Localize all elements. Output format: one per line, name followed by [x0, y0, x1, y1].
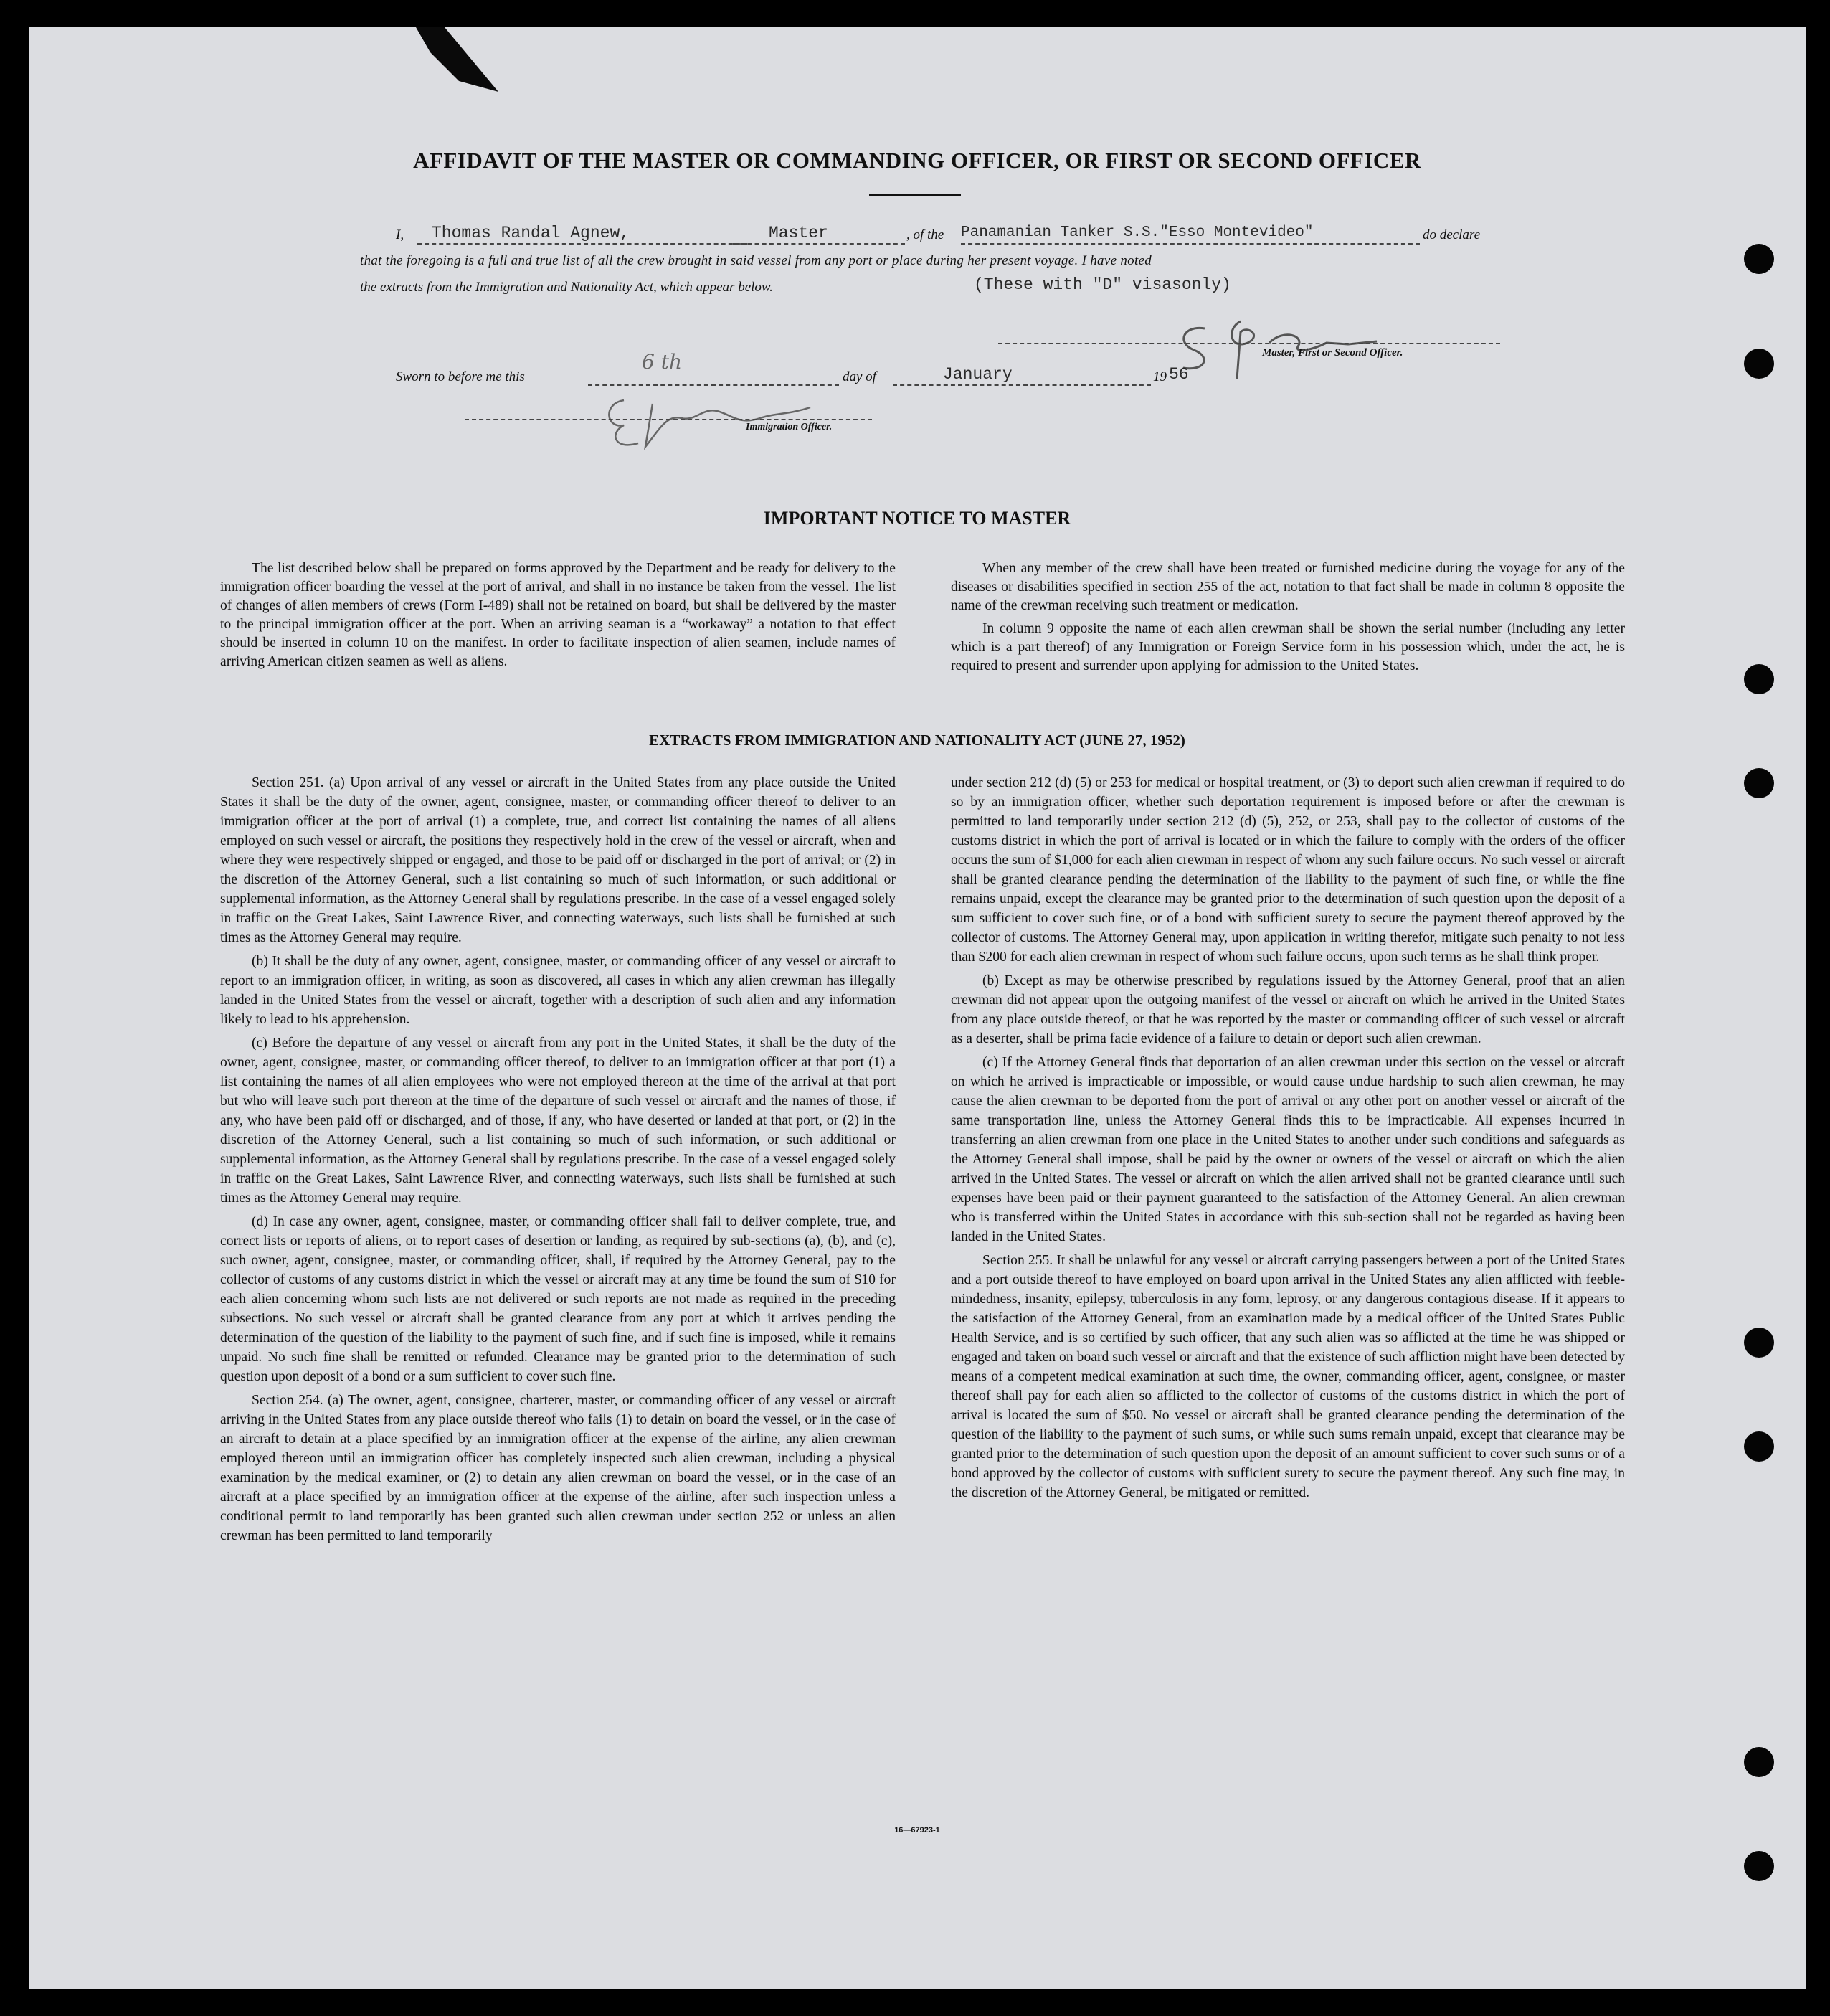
year-prefix: 19 [1153, 369, 1167, 384]
sworn-label: Sworn to before me this [396, 369, 525, 384]
form-code: 16—67923-1 [894, 1826, 940, 1835]
extract-paragraph: (b) Except as may be otherwise prescribed by regulations issued by the Attorney General, proof that an alien crewman did not appear upon the outgoing manifest of the vessel or aircraft on which he arrived in the United States from any place outside thereof, or that he was reported by the master or commanding officer of such vessel or aircraft as a deserter, shall be prima facie evidence of a failure to detain or deport such alien crewman. [951, 973, 1625, 1046]
vessel-name-field: Panamanian Tanker S.S."Esso Montevideo" [961, 223, 1420, 245]
extract-paragraph: (c) If the Attorney General finds that deportation of an alien crewman under this section on the vessel or aircraft on which he arrived is impracticable or impossible, or would cause undue hardship to such alien crewman, he may cause the alien crewman to be deported from the port of arrival or any other port on another vessel or aircraft of the same transportation line, unless the Attorney General finds this to be impracticable. All expenses incurred in transferring an alien crewman from one place in the United States to another under such conditions and safeguards as the Attorney General shall impose, shall be paid by the owner or owners of the vessel or aircraft on which the alien arrived in the United States. The vessel or aircraft on which the alien arrived shall not be granted clearance until such expenses have been paid or their payment guaranteed to the satisfaction of the Attorney General. An alien crewman who is transferred within the United States in accordance with this sub-section shall not be regarded as having been landed in the United States. [951, 1055, 1625, 1244]
torn-corner-mark [416, 27, 509, 106]
extracts-title: EXTRACTS FROM IMMIGRATION AND NATIONALITY ACT (JUNE 27, 1952) [649, 732, 1185, 749]
notice-left-column [220, 559, 896, 676]
punch-hole [1744, 1431, 1774, 1462]
punch-hole [1744, 664, 1774, 694]
affidavit-i-prefix: I, [396, 227, 404, 242]
extract-paragraph: (c) Before the departure of any vessel or aircraft from any port in the United States, it shall be the duty of the owner, agent, consignee, master, or commanding officer thereof, to deliver to an immigration officer at that port (1) a list containing the names of all alien employees who were not employed thereon at the time of the arrival at that port but who will leave such port thereon at the time of the departure of such vessel or aircraft and the names of those, if any, who have been paid off or discharged, and of those, if any, who have deserted or landed at that port, or (2) in the discretion of the Attorney General, such a list containing so much of such information, or such additional or supplemental information, as the Attorney General shall by regulations prescribe. In the case of a vessel engaged solely in traffic on the Great Lakes, Saint Lawrence River, and connecting waterways, such lists shall be furnished at such times as the Attorney General may require. [220, 1036, 896, 1206]
affidavit-extracts-line: the extracts from the Immigration and Nationality Act, which appear below. [360, 280, 773, 295]
document-page [29, 27, 1806, 1989]
day-of-label: day of [843, 369, 876, 384]
typed-visa-note: (These with "D" visasonly) [974, 275, 1231, 294]
extract-paragraph: (b) It shall be the duty of any owner, agent, consignee, master, or commanding officer of any vessel or aircraft to report to an immigration officer, in writing, as soon as discovered, all cases in which any alien crewman has illegally landed in the United States from the vessel or aircraft, together with a description of such alien and any information likely to lead to his apprehension. [220, 954, 896, 1027]
title-rule [869, 194, 961, 196]
officer-signature-line [465, 419, 872, 420]
affidavit-title: AFFIDAVIT OF THE MASTER OR COMMANDING OFFICER, OR FIRST OR SECOND OFFICER [413, 148, 1421, 173]
sworn-month-value: January [943, 365, 1013, 384]
extracts-right-column [951, 773, 1625, 1507]
extracts-left-column [220, 773, 896, 1550]
sworn-year-value: 56 [1169, 365, 1189, 384]
notice-left-paragraph: The list described below shall be prepared on forms approved by the Department and be ready for delivery to the immigration officer boarding the vessel at the port of arrival, and shall in no instance be taken from the vessel. The list of changes of alien members of crews (Form I-489) shall not be retained on board, but shall be delivered by the master to the principal immigration officer at the port. When an arriving seaman is a “workaway” a notation to that effect should be inserted in column 10 on the manifest. In order to facilitate inspection of alien seamen, include names of arriving American citizen seamen as well as aliens. [220, 561, 896, 669]
notice-right-column [951, 559, 1625, 680]
rank-field: Master [733, 223, 905, 245]
punch-hole [1744, 768, 1774, 798]
signer-title-label: Master, First or Second Officer. [1262, 347, 1403, 359]
immigration-officer-label: Immigration Officer. [746, 422, 833, 432]
of-the-label: , of the [906, 227, 944, 242]
master-name-field: Thomas Randal Agnew, [417, 223, 747, 245]
punch-hole [1744, 349, 1774, 379]
do-declare-label: do declare [1423, 227, 1481, 242]
notice-right-paragraph: When any member of the crew shall have been treated or furnished medicine during the voyage for any of the diseases or disabilities specified in section 255 of the act, notation to that fact shall be made in column 8 opposite the name of the crewman receiving such treatment or medication. [951, 561, 1625, 613]
affidavit-declaration-line: that the foregoing is a full and true list of all the crew brought in said vessel from any port or place during her present voyage. I have noted [360, 253, 1152, 268]
extract-paragraph: Section 254. (a) The owner, agent, consignee, charterer, master, or commanding officer of any vessel or aircraft arriving in the United States from any place outside thereof who fails (1) to detain on board the vessel, or in the case of an aircraft to detain at a place specified by an immigration officer at the expense of the airline, any alien crewman employed thereon until an immigration officer has completely inspected such alien crewman, including a physical examination by the medical examiner, or (2) to detain any alien crewman on board the vessel, or in the case of an aircraft at a place specified by an immigration officer at the expense of the airline, after such inspection unless a conditional permit to land temporarily has been granted such alien crewman under section 252 or unless an alien crewman has been permitted to land temporarily [220, 1393, 896, 1543]
sworn-day-value: 6 th [642, 350, 682, 374]
extract-paragraph: under section 212 (d) (5) or 253 for medical or hospital treatment, or (3) to deport such alien crewman if required to do so by an immigration officer, whether such deportation requirement is imposed before or after the crewman is permitted to land temporarily under section 212 (d) (5), 252, or 253, shall pay to the collector of customs of the customs district in which the port of arrival is located or in which the failure to comply with the orders of the officer occurs the sum of $1,000 for each alien crewman in respect of whom any such failure occurs. No such vessel or aircraft shall be granted clearance pending the determination of the liability to the payment of such fine, or while the fine remains unpaid, except the clearance may be granted prior to the determination of such question upon the deposit of a sum sufficient to cover such fine, or of a bond with sufficient surety to secure the payment thereof approved by the collector of customs. The Attorney General may, upon application in writing therefor, mitigate such penalty to not less than $200 for each alien crewman in respect of whom such failure occurs, upon such terms as he shall think proper. [951, 775, 1625, 965]
notice-right-paragraph: In column 9 opposite the name of each alien crewman shall be shown the serial number (including any letter which is a part thereof) of any Immigration or Foreign Service form in his possession which, under the act, he is required to present and surrender upon applying for admission to the United States. [951, 621, 1625, 673]
punch-hole [1744, 1328, 1774, 1358]
punch-hole [1744, 1747, 1774, 1777]
extract-paragraph: Section 251. (a) Upon arrival of any vessel or aircraft in the United States from any place outside the United States it shall be the duty of the owner, agent, consignee, master, or commanding officer thereof to deliver to an immigration officer at the port of arrival (1) a complete, true, and correct list containing the names of all aliens employed on such vessel or aircraft, the positions they respectively hold in the crew of the vessel or aircraft, when and where they were respectively shipped or engaged, and those to be paid off or discharged in the port of arrival; or (2) in the discretion of the Attorney General, such a list containing so much of such information, or such additional or supplemental information, as the Attorney General shall by regulations prescribe. In the case of a vessel engaged solely in traffic on the Great Lakes, Saint Lawrence River, and connecting waterways, such lists shall be furnished at such times as the Attorney General may require. [220, 775, 896, 945]
extract-paragraph: (d) In case any owner, agent, consignee, master, or commanding officer shall fail to deliver complete, true, and correct lists or reports of aliens, or to report cases of desertion or landing, as required by sub-sections (a), (b), and (c), such owner, agent, consignee, master, or commanding officer, shall, if required by the Attorney General, pay to the collector of customs of any customs district in which the vessel or aircraft may at any time be found the sum of $10 for each alien concerning whom such lists are not delivered or such reports are not made as required in the preceding subsections. No such vessel or aircraft shall be granted clearance from any port at which it arrives pending the determination of the question of the liability to the payment of such fine, and if such fine is imposed, while it remains unpaid. No such fine shall be remitted or refunded. Clearance may be granted prior to the determination of such question upon deposit of a bond or a sum sufficient to cover such fine. [220, 1214, 896, 1384]
notice-title: IMPORTANT NOTICE TO MASTER [763, 508, 1071, 529]
sworn-month-line [893, 384, 1151, 386]
extract-paragraph: Section 255. It shall be unlawful for any vessel or aircraft carrying passengers between a port of the United States and a port outside thereof to have employed on board upon arrival in the United States any alien afflicted with feeble-mindedness, insanity, epilepsy, tuberculosis in any form, leprosy, or any dangerous contagious disease. If it appears to the satisfaction of the Attorney General, from an examination made by a medical officer of the United States Public Health Service, and is so certified by such officer, that any such alien was so afflicted at the time he was shipped or engaged and taken on board such vessel or aircraft and that the existence of such affliction might have been detected by means of a competent medical examination at such time, the owner, commanding officer, agent, consignee, or master thereof shall pay for each alien so afflicted to the collector of customs of the customs district in which the port of arrival is located the sum of $50. No vessel or aircraft shall be granted clearance pending the determination of the question of the liability to the payment of such sums, or while such sums remain unpaid, except that clearance may be granted prior to the determination of such question upon the deposit of an amount sufficient to cover such sums or of a bond approved by the collector of customs with sufficient surety to secure the payment thereof. Any such fine may, in the discretion of the Attorney General, be mitigated or remitted. [951, 1253, 1625, 1500]
punch-hole [1744, 1851, 1774, 1881]
signature-line [998, 343, 1500, 344]
punch-hole [1744, 244, 1774, 274]
